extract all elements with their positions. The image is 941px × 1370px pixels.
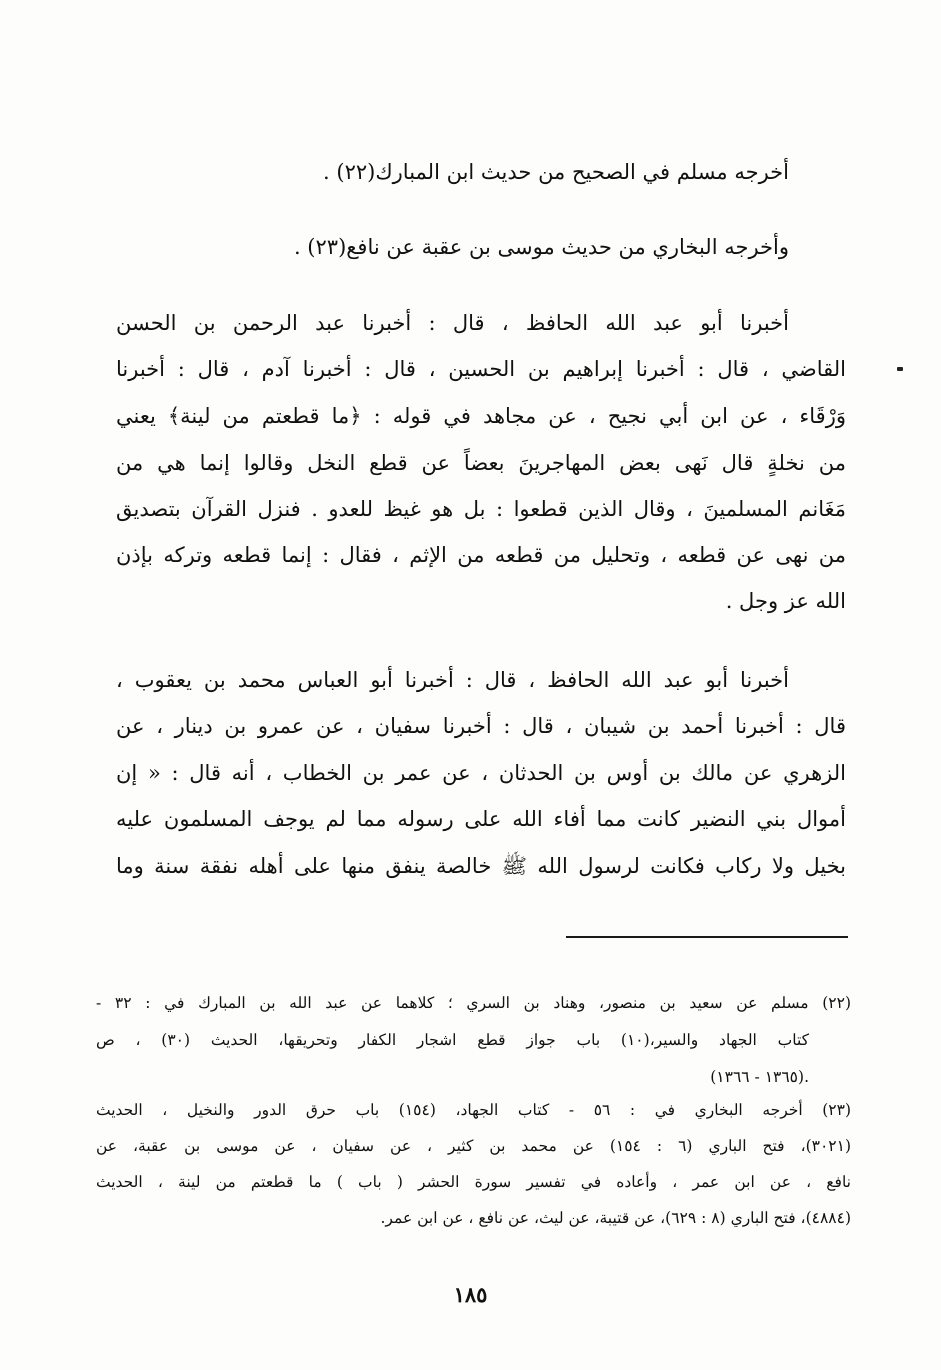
paragraph1-line-4: من نخلةٍ قال نَهى بعض المهاجرينَ بعضاً عن قطع النخل وقالوا إنما هي من bbox=[116, 451, 846, 475]
footnote-23-line-1: (٢٣) أخرجه البخاري في : ٥٦ - كتاب الجهاد، (١٥٤) باب حرق الدور والنخيل ، الحديث bbox=[96, 1101, 852, 1119]
paragraph1-line-6: من نهى عن قطعه ، وتحليل من قطعه من الإثم ، فقال : إنما قطعه وتركه بإذن bbox=[116, 543, 846, 567]
footnote-22-line-2: كتاب الجهاد والسير،(١٠) باب جواز قطع اشجار الكفار وتحريقها، الحديث (٣٠) ، ص bbox=[96, 1031, 809, 1049]
paragraph2-line-2: قال : أخبرنا أحمد بن شيبان ، قال : أخبرنا سفيان ، عن عمرو بن دينار ، عن bbox=[116, 714, 846, 738]
paragraph1-line-2: القاضي ، قال : أخبرنا إبراهيم بن الحسين ، قال : أخبرنا آدم ، قال : أخبرنا bbox=[116, 357, 846, 381]
paragraph2-line-3: الزهري عن مالك بن أوس بن الحدثان ، عن عمر بن الخطاب ، أنه قال : « إن bbox=[116, 761, 846, 785]
paragraph1-line-3: وَرْقَاء ، عن ابن أبي نجيح ، عن مجاهد في قوله : ﴿ما قطعتم من لينة﴾ يعني bbox=[116, 404, 846, 428]
paragraph1-line-5: مَغَانم المسلمينَ ، وقال الذين قطعوا : بل هو غيظ للعدو . فنزل القرآن بتصديق bbox=[116, 497, 846, 521]
footnote-22-line-1: (٢٢) مسلم عن سعيد بن منصور، وهناد بن السري ؛ كلاهما عن عبد الله بن المبارك في : ٣٢ - bbox=[96, 994, 851, 1012]
margin-mark bbox=[897, 367, 903, 371]
paragraph2-line-5: بخيل ولا ركاب فكانت لرسول الله ﷺ خالصة ينفق منها على أهله نفقة سنة وما bbox=[116, 854, 846, 878]
footnote-23-line-3: نافع ، عن ابن عمر ، وأعاده في تفسير سورة الحشر ( باب ) ما قطعتم من لينة ، الحديث bbox=[96, 1173, 852, 1191]
footnote-separator bbox=[566, 936, 848, 938]
paragraph1-line-7: الله عز وجل . bbox=[725, 589, 846, 613]
footnote-23-line-4: (٤٨٨٤)، فتح الباري (٨ : ٦٢٩)، عن قتيبة، عن ليث، عن نافع ، عن ابن عمر. bbox=[380, 1209, 851, 1227]
footnote-23-line-2: (٣٠٢١)، فتح الباري (٦ : ١٥٤) عن محمد بن كثير ، عن سفيان ، عن موسى بن عقبة، عن bbox=[96, 1137, 851, 1155]
paragraph1-line-1: أخبرنا أبو عبد الله الحافظ ، قال : أخبرنا عبد الرحمن بن الحسن bbox=[116, 311, 789, 335]
footnote-22-line-3: (١٣٦٥ - ١٣٦٦). bbox=[710, 1068, 809, 1086]
intro-line-2: وأخرجه البخاري من حديث موسى بن عقبة عن نافع(٢٣) . bbox=[293, 235, 789, 259]
paragraph2-line-1: أخبرنا أبو عبد الله الحافظ ، قال : أخبرنا أبو العباس محمد بن يعقوب ، bbox=[116, 668, 789, 692]
paragraph2-line-4: أموال بني النضير كانت مما أفاء الله على رسوله مما لم يوجف المسلمون عليه bbox=[116, 807, 846, 831]
page-number: ١٨٥ bbox=[453, 1282, 488, 1307]
intro-line-1: أخرجه مسلم في الصحيح من حديث ابن المبارك(٢٢) . bbox=[323, 160, 789, 184]
